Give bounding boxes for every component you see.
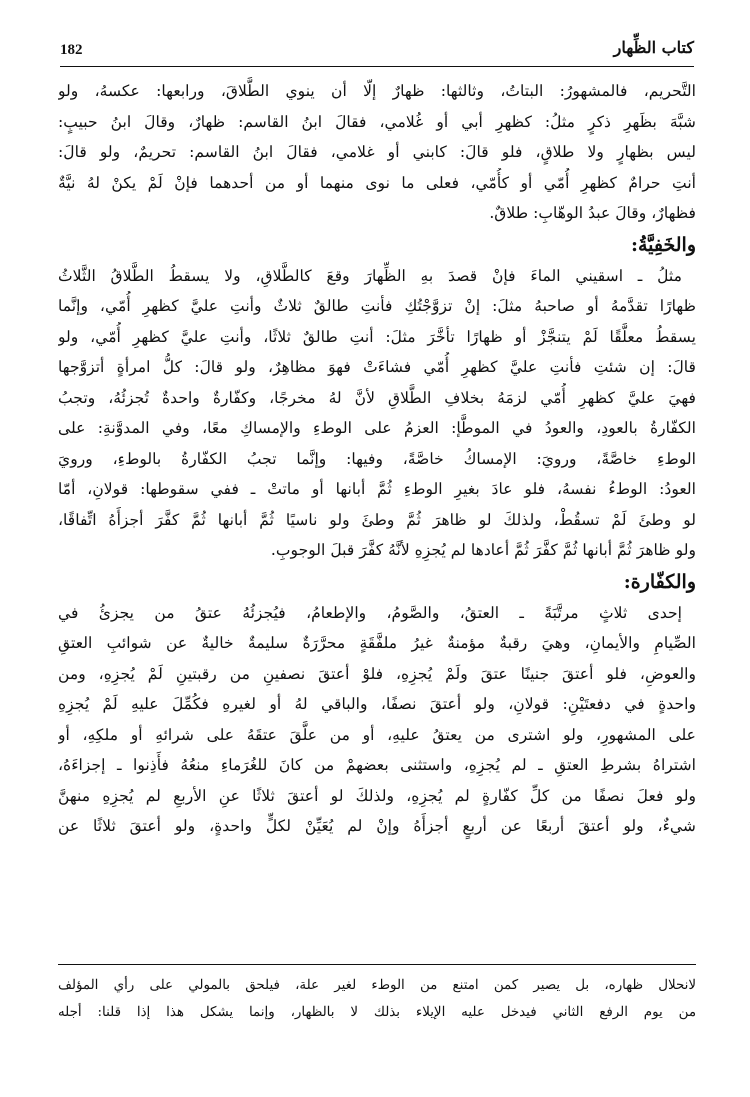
footnote-line: لانحلال ظهاره، بل يصير كمن امتنع من الوطء لغير علة، فيلحق بالمولي على رأي المؤلف: [58, 978, 696, 993]
text-line: فظهارٌ، وقالَ عبدُ الوهّابِ: طلاقٌ.: [489, 204, 696, 222]
paragraph-khafiyya: [58, 261, 696, 566]
section-heading-kaffara: والكفّارة:: [623, 570, 696, 593]
text-line: إحدى ثلاثٍ مرتَّبَةً ـ العتقُ، والصَّومُ، والإطعامُ، فيُجزئُهُ عتقُ من يجزئُ في: [58, 603, 682, 622]
text-line: شيءٌ، ولو أعتقَ أربعًا عن أربعٍ أجزأَهُ وإنْ لم يُعَيِّنْ لكلٍّ واحدةٍ، ولو أعتقَ ثلاثًا عن: [58, 817, 696, 835]
paragraph-tahrim: [58, 76, 696, 229]
page-header: [60, 38, 694, 67]
text-line: ظهارًا تقدَّمهُ أو صاحبهُ مثلَ: إنْ تزوَّجْتُكِ فأنتِ طالقٌ ثلاثٌ وأنتِ عليَّ كظهرِ أُمّي، وإنَّما: [58, 297, 696, 315]
text-line: أنتِ حرامٌ كظهرِ أُمّي أو كأُمّي، فعلى ما نوى منهما أو من أحدهما فإنْ لَمْ يكنْ لهُ نيَّةٌ: [58, 173, 696, 192]
running-title: كتاب الظِّهار: [613, 38, 694, 57]
paragraph-kaffara: [58, 598, 696, 842]
footnote-block: [58, 972, 696, 1026]
text-line: التَّحريم، فالمشهورُ: البتاتُ، وثالثها: ظهارٌ إلّا أن ينوي الطَّلاقَ، ورابعها: عكسهُ، ولو: [58, 82, 696, 100]
text-line: الصِّيامِ والأيمانِ، وهيَ رقبةٌ مؤمنةٌ غيرُ ملفَّقَةٍ محرَّرَةٌ سليمةٌ خاليةٌ عن شوائبِ العتقِ: [58, 634, 696, 652]
footnote-divider: [58, 964, 696, 965]
text-line: واحدةٍ في دفعتَيْنِ: قولانِ، ولو أعتقَ نصفًا، والباقي لهُ أو لغيرهِ فكُمِّلَ عليهِ لَمْ يُجزِهِ: [58, 695, 696, 713]
text-line: اشتراهُ بشرطِ العتقِ ـ لم يُجزِهِ، واستثنى بعضهمْ من كانَ للغُرَماءِ منعُهُ فأَذِنوا ـ إجزاءَهُ،: [58, 756, 696, 774]
text-line: الوطءِ خاصَّةً، ورويَ: الإمساكُ خاصَّةً، وفيها: وإنَّما تجبُ الكفّارةُ بالوطءِ، ورويَ: [58, 449, 696, 468]
text-line: مثلُ ـ اسقيني الماءَ فإنْ قصدَ بهِ الظِّهارَ وقعَ كالطَّلاقِ، ولا يسقطُ الطَّلاقُ الثَّلاثُ: [58, 266, 682, 285]
section-heading-khafiyya: والخَفِيَّةُ:: [630, 233, 696, 256]
text-line: على المشهورِ، ولو اشترى من يعتقُ عليهِ، أو من علَّقَ عتقَهُ على شرائهِ أو ملكِهِ، أو: [58, 725, 696, 744]
text-line: يسقطُ معلَّقًا لَمْ يتنجَّزْ أو ظهارًا تأخَّرَ مثلَ: أنتِ طالقٌ ثلاثًا، وأنتِ عليَّ كظهرِ أُمّي، ولو: [58, 327, 696, 346]
text-line: شبَّهَ بظَهرِ ذكرٍ مثلُ: كظهرِ أبي أو غُلامي، فقالَ ابنُ القاسم: ظهارٌ، وقالَ ابنُ حبيبٍ:: [58, 112, 696, 131]
text-line: ولو ظاهرَ ثُمَّ أبانها ثُمَّ كفَّرَ ثُمَّ أعادها لم يُجزِهِ لأنَّهُ كفَّرَ قبلَ الوجوبِ.: [270, 541, 696, 559]
text-line: ليس بظهارٍ ولا طلاقٍ، فلو قالَ: كابني أو غلامي، فقالَ ابنُ القاسم: تحريمٌ، ولو قالَ:: [58, 143, 696, 161]
text-line: قالَ: إن شئتِ فأنتِ عليَّ كظهرِ أُمّي فشاءَتْ فهوَ مظاهِرٌ، ولو قالَ: كلُّ امرأةٍ أتزوَّجها: [58, 358, 696, 376]
text-line: لو وطئَ لَمْ تسقُطْ، ولذلكَ لو ظاهرَ ثُمَّ وطئَ ولو ناسيًا ثُمَّ أبانها ثُمَّ كفَّرَ أجزأَهُ اتِّفاقًا،: [58, 510, 696, 529]
text-line: والعوضِ، فلو أعتقَ جنينًا عتقَ ولَمْ يُجزِهِ، فلوْ أعتقَ نصفينِ من رقبتينِ لَمْ يُجزِهِ، ومن: [58, 664, 696, 683]
text-line: العودُ: الوطءُ نفسهُ، فلو عادَ بغيرِ الوطءِ ثُمَّ أبانها أو ماتتْ ـ ففي سقوطها: قولانِ، أمّا: [58, 480, 696, 498]
text-line: ولو فعلَ نصفًا من كلِّ كفّارةٍ لم يُجزِهِ، ولذلكَ لو أعتقَ ثلاثًا عنِ الأربعِ لم يُجزِهِ منهنَّ: [58, 786, 696, 805]
page-body: [58, 76, 696, 842]
text-line: فهيَ عليَّ كظهرِ أُمّي لزمَهُ بخلافِ الطَّلاقِ لأنَّ لهُ مخرجًا، وكفّارةٌ واحدةٌ تُجزئُهُ، وتجبُ: [58, 388, 696, 407]
footnote-line: من يوم الرفع الثاني فيدخل عليه الإيلاء بذلك لا بالظهار، وإنما يشكل هذا إذا قلنا: أجله: [58, 1005, 696, 1020]
page-number: 182: [60, 42, 83, 58]
text-line: الكفّارةُ بالعودِ، والعودُ في الموطَّإ: العزمُ على الوطءِ والإمساكِ معًا، وفي المدوَّنةِ: على: [58, 419, 696, 437]
